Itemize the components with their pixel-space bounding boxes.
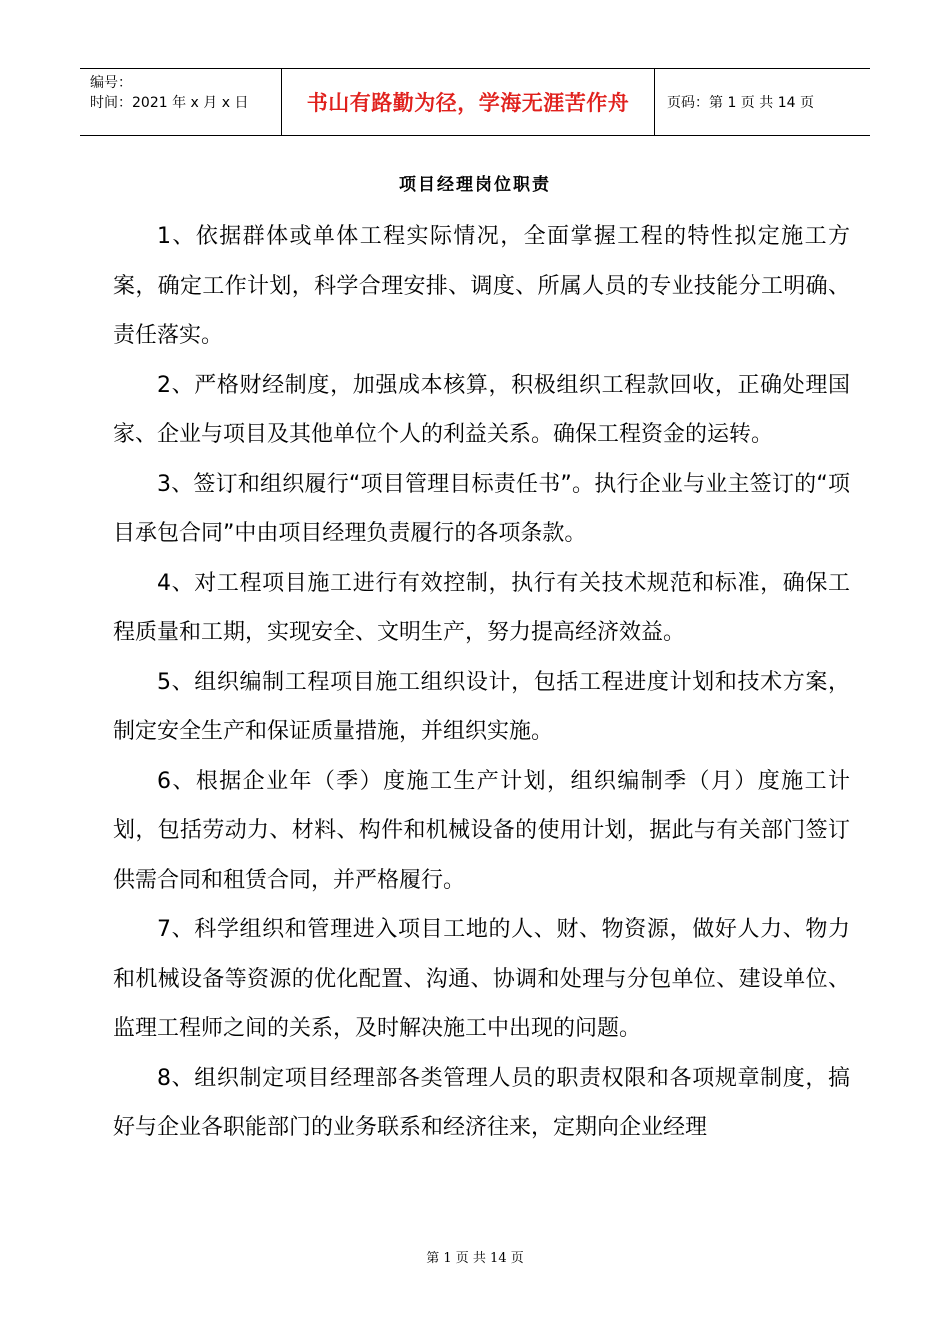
header-page-info-cell [655,69,870,135]
paragraph-2: 2、严格财经制度，加强成本核算，积极组织工程款回收，正确处理国家、企业与项目及其他单位个人的利益关系。确保工程资金的运转。 [113,372,850,447]
paragraph-1: 1、依据群体或单体工程实际情况，全面掌握工程的特性拟定施工方案，确定工作计划，科学合理安排、调度、所属人员的专业技能分工明确、责任落实。 [113,224,850,348]
header-meta [80,69,282,135]
document-title: 项目经理岗位职责 [399,175,551,195]
page-footer: 第 1 页 共 14 页 [426,1251,524,1266]
header-page-info: 页码：第 1 页 共 14 页 [667,95,814,111]
paragraph-5: 5、组织编制工程项目施工组织设计，包括工程进度计划和技术方案，制定安全生产和保证质量措施，并组织实施。 [113,669,850,744]
paragraph-8: 8、组织制定项目经理部各类管理人员的职责权限和各项规章制度，搞好与企业各职能部门的业务联系和经济往来，定期向企业经理 [113,1065,850,1140]
header-motto-cell [282,69,655,135]
page-header [80,68,870,136]
document-date: 时间：2021 年 x 月 x 日 [90,95,249,111]
paragraph-6: 6、根据企业年（季）度施工生产计划，组织编制季（月）度施工计划，包括劳动力、材料、构件和机械设备的使用计划，据此与有关部门签订供需合同和租赁合同，并严格履行。 [113,768,850,893]
document-body [113,212,850,1153]
document-number: 编号： [90,75,132,91]
paragraph-7: 7、科学组织和管理进入项目工地的人、财、物资源，做好人力、物力和机械设备等资源的优化配置、沟通、协调和处理与分包单位、建设单位、监理工程师之间的关系，及时解决施工中出现的问题。 [113,917,850,1041]
header-motto: 书山有路勤为径，学海无涯苦作舟 [306,90,630,115]
paragraph-4: 4、对工程项目施工进行有效控制，执行有关技术规范和标准，确保工程质量和工期，实现安全、文明生产，努力提高经济效益。 [113,570,850,645]
paragraph-3: 3、签订和组织履行“项目管理目标责任书”。执行企业与业主签订的“项目承包合同”中由项目经理负责履行的各项条款。 [113,471,850,546]
